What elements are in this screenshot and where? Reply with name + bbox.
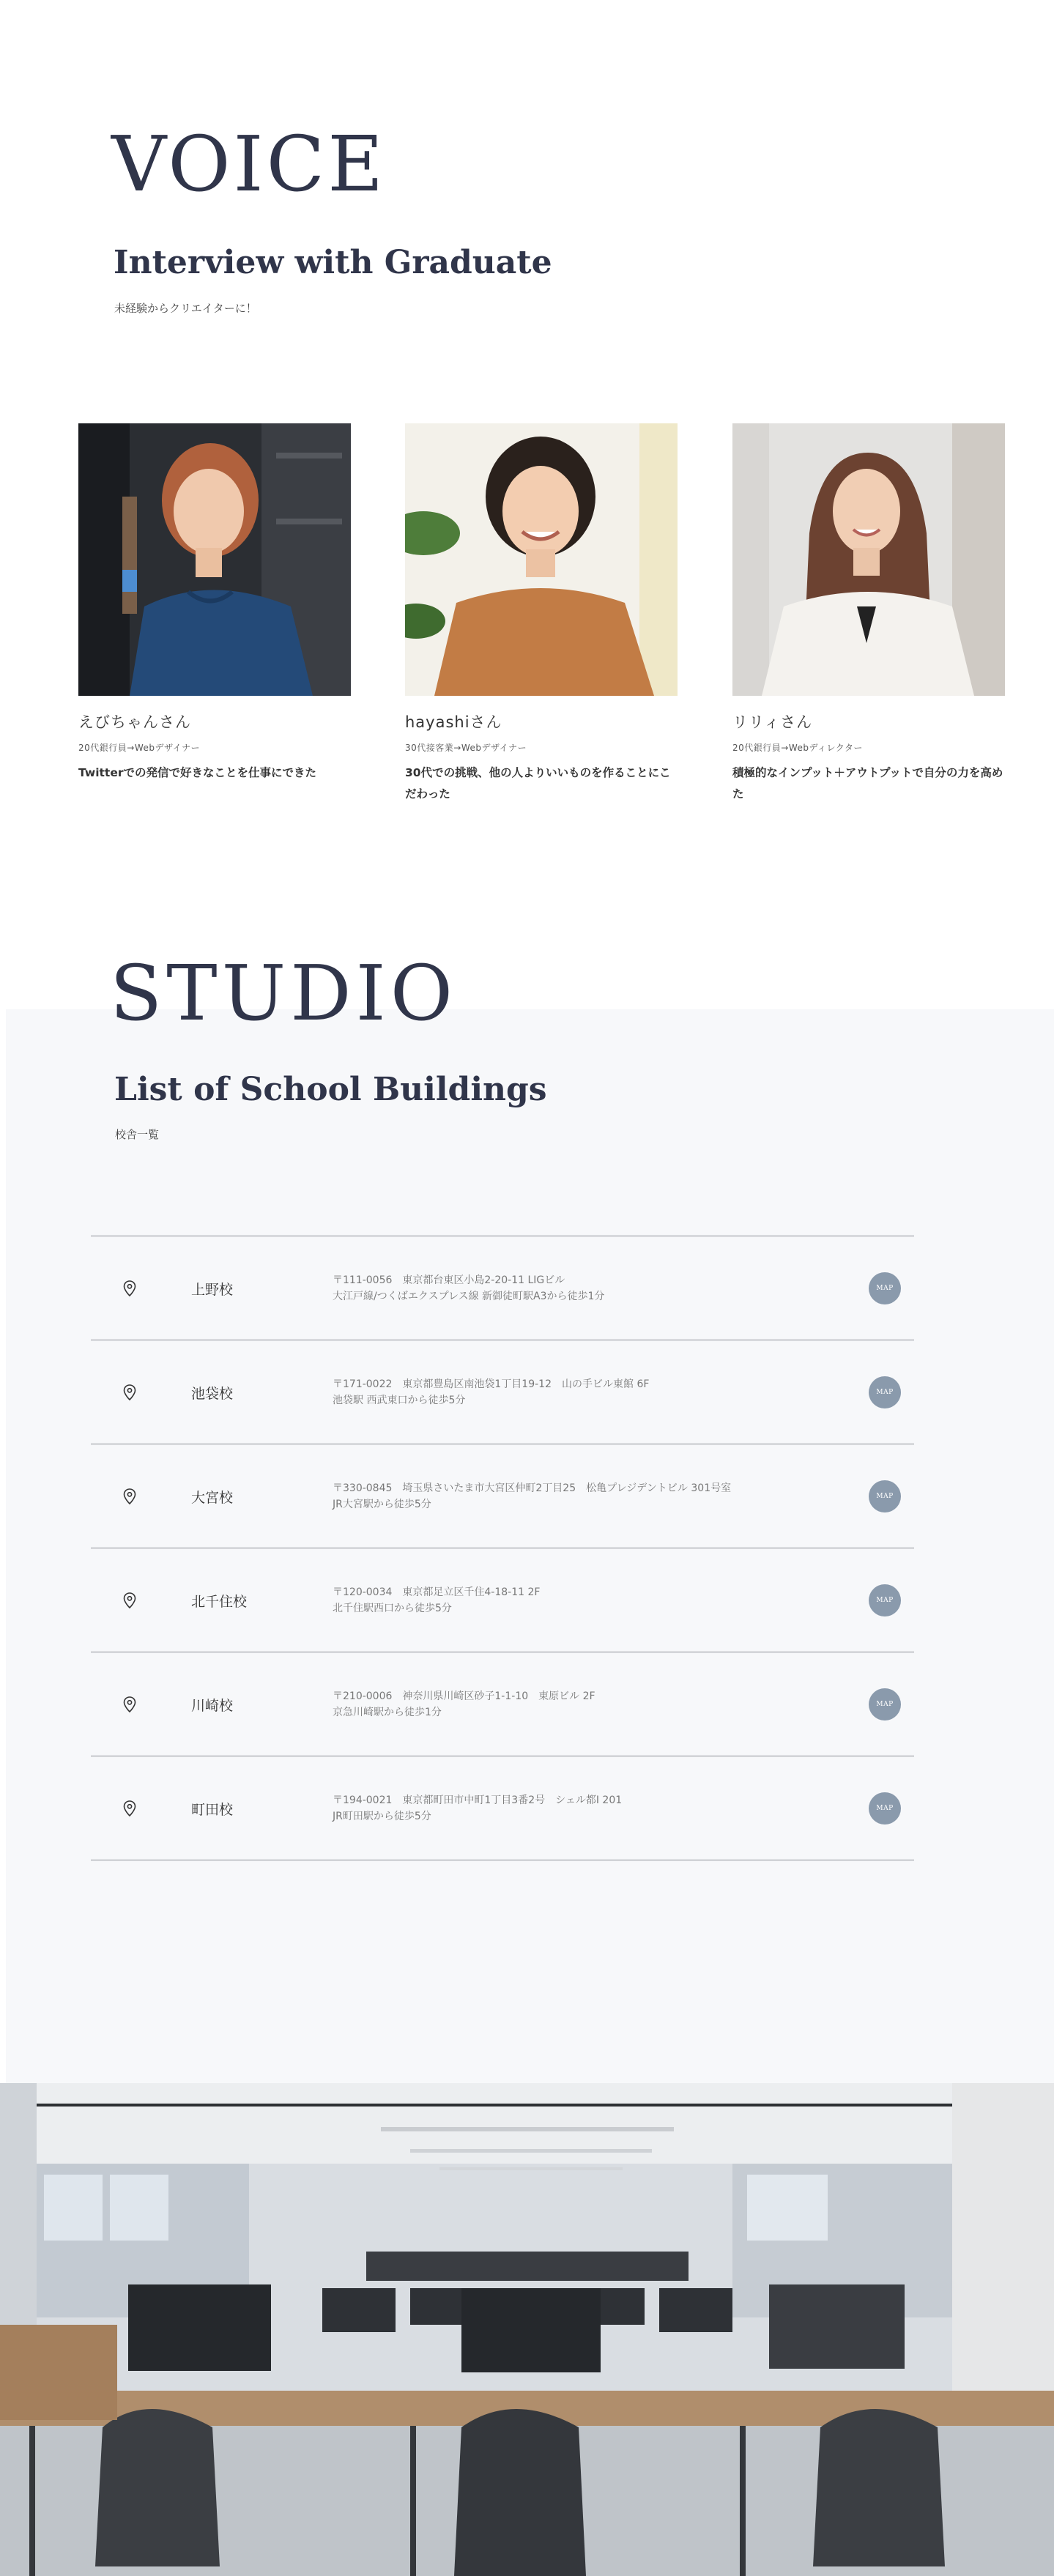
school-name: 大宮校 [191, 1490, 234, 1506]
school-address-block [333, 1793, 622, 1825]
school-address: 〒194-0021 東京都町田市中町1丁目3番2号 シェル都I 201 [333, 1794, 623, 1806]
school-row [91, 1340, 914, 1444]
graduate-name: hayashiさん [405, 713, 502, 731]
school-access: 北千住駅西口から徒歩5分 [333, 1602, 452, 1614]
graduate-role: 20代銀行員→Webデザイナー [78, 743, 201, 753]
map-button[interactable]: MAP [869, 1792, 901, 1825]
location-pin-icon [123, 1384, 136, 1400]
school-name: 上野校 [191, 1282, 234, 1298]
voice-subtitle: Interview with Graduate [114, 244, 552, 281]
school-access: JR大宮駅から徒歩5分 [333, 1498, 431, 1510]
graduate-card[interactable] [78, 423, 351, 784]
location-pin-icon [123, 1800, 136, 1816]
school-name: 池袋校 [191, 1386, 234, 1402]
school-name: 北千住校 [191, 1594, 248, 1610]
office-photo [0, 2083, 1054, 2576]
school-access: 京急川崎駅から徒歩1分 [333, 1706, 442, 1718]
school-address-block [333, 1273, 604, 1304]
school-row [91, 1652, 914, 1756]
graduate-quote: Twitterでの発信で好きなことを仕事にできた [78, 766, 316, 779]
graduate-name: えびちゃんさん [78, 713, 191, 731]
graduate-quote: 積極的なインプット＋アウトプットで自分の力を高めた [732, 766, 1003, 801]
school-access: JR町田駅から徒歩5分 [333, 1810, 431, 1822]
school-row [91, 1548, 914, 1652]
school-address: 〒171-0022 東京都豊島区南池袋1丁目19-12 山の手ビル東館 6F [333, 1378, 650, 1390]
school-address-block [333, 1377, 649, 1408]
school-row [91, 1236, 914, 1340]
school-address: 〒120-0034 東京都足立区千住4-18-11 2F [333, 1586, 541, 1598]
school-address-block [333, 1585, 540, 1617]
location-pin-icon [123, 1696, 136, 1712]
school-name: 町田校 [191, 1802, 234, 1818]
school-list [91, 1236, 914, 1860]
graduate-photo [78, 423, 351, 696]
school-address-block [333, 1689, 595, 1721]
map-button[interactable]: MAP [869, 1480, 901, 1512]
studio-title: STUDIO [110, 949, 457, 1038]
voice-title: VOICE [111, 119, 387, 209]
location-pin-icon [123, 1592, 136, 1608]
school-address: 〒330-0845 埼玉県さいたま市大宮区仲町2丁目25 松亀プレジデントビル 301号室 [333, 1482, 732, 1494]
graduate-role: 30代接客業→Webデザイナー [405, 743, 527, 753]
graduate-card[interactable] [405, 423, 678, 806]
map-button[interactable]: MAP [869, 1376, 901, 1408]
map-button[interactable]: MAP [869, 1584, 901, 1617]
school-row [91, 1756, 914, 1860]
location-pin-icon [123, 1280, 136, 1296]
school-row [91, 1444, 914, 1548]
graduate-photo [405, 423, 678, 696]
map-button[interactable]: MAP [869, 1272, 901, 1304]
map-button[interactable]: MAP [869, 1688, 901, 1721]
graduate-card[interactable] [732, 423, 1005, 806]
school-access: 大江戸線/つくばエクスプレス線 新御徒町駅A3から徒歩1分 [333, 1290, 605, 1302]
studio-note: 校舎一覧 [115, 1128, 160, 1141]
school-address: 〒111-0056 東京都台東区小島2-20-11 LIGビル [333, 1274, 565, 1286]
graduate-photo [732, 423, 1005, 696]
school-access: 池袋駅 西武東口から徒歩5分 [333, 1394, 466, 1406]
graduate-quote: 30代での挑戦、他の人よりいいものを作ることにこだわった [405, 766, 671, 801]
graduate-role: 20代銀行員→Webディレクター [732, 743, 864, 753]
school-name: 川崎校 [191, 1698, 234, 1714]
location-pin-icon [123, 1488, 136, 1504]
school-address: 〒210-0006 神奈川県川崎区砂子1-1-10 東原ビル 2F [333, 1690, 595, 1702]
voice-note: 未経験からクリエイターに！ [114, 302, 257, 315]
studio-subtitle: List of School Buildings [114, 1071, 547, 1108]
graduate-name: リリィさん [732, 713, 813, 731]
school-address-block [333, 1481, 731, 1512]
